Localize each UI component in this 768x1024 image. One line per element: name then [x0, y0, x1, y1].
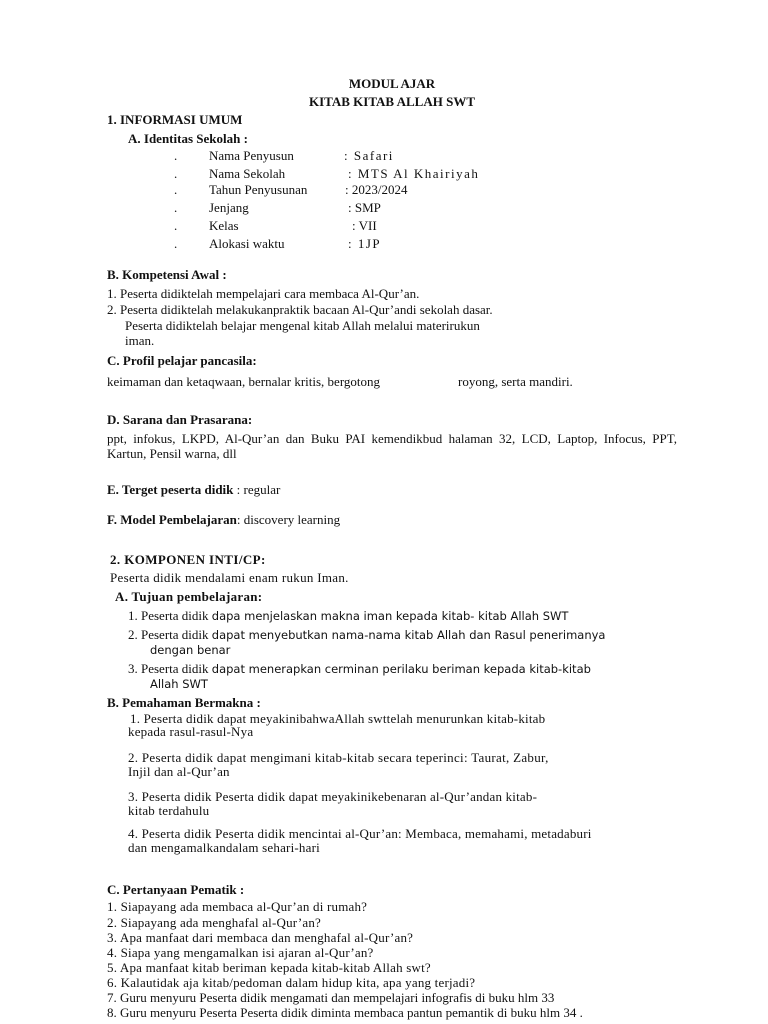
- pemahaman-item-line: kepada rasul-rasul-Nya: [128, 724, 254, 739]
- tujuan-item-continuation: Allah SWT: [150, 677, 208, 691]
- subheading-sarana-prasarana: D. Sarana dan Prasarana:: [107, 412, 253, 427]
- pemahaman-item-line: kitab terdahulu: [128, 803, 210, 818]
- tujuan-item: [128, 627, 605, 643]
- komponen-intro: Peserta didik mendalami enam rukun Iman.: [110, 570, 349, 585]
- kompetensi-item: Peserta didiktelah belajar mengenal kitab Allah melalui materirukun: [125, 318, 480, 333]
- model-pembelajaran-line: [107, 512, 340, 527]
- identity-label: Kelas: [209, 218, 239, 233]
- pertanyaan-item: 5. Apa manfaat kitab beriman kepada kitab-kitab Allah swt?: [107, 960, 431, 975]
- identity-value: : Safari: [344, 148, 394, 163]
- identity-label: Nama Penyusun: [209, 148, 294, 163]
- tujuan-item-prefix: 1. Peserta didik: [128, 608, 212, 623]
- tujuan-item-continuation: dengan benar: [150, 643, 231, 657]
- pertanyaan-item: 1. Siapayang ada membaca al-Qur’an di rumah?: [107, 899, 368, 914]
- pemahaman-item-line: 3. Peserta didik Peserta didik dapat meyakinikebenaran al-Qur’andan kitab-: [128, 789, 538, 804]
- pemahaman-item-line: 1. Peserta didik dapat meyakinibahwaAllah swttelah menurunkan kitab-kitab: [130, 711, 546, 726]
- identity-value: : 1JP: [348, 236, 382, 251]
- pertanyaan-item: 4. Siapa yang mengamalkan isi ajaran al-Qur’an?: [107, 945, 374, 960]
- pertanyaan-item: 3. Apa manfaat dari membaca dan menghafal al-Qur’an?: [107, 930, 414, 945]
- identity-bullet: .: [174, 236, 178, 251]
- profil-text-right: royong, serta mandiri.: [458, 374, 573, 389]
- target-peserta-value: : regular: [233, 482, 281, 497]
- pemahaman-item-line: Injil dan al-Qur’an: [128, 764, 230, 779]
- identity-label: Jenjang: [209, 200, 249, 215]
- model-pembelajaran-value: : discovery learning: [236, 512, 341, 527]
- pemahaman-item-line: 4. Peserta didik Peserta didik mencintai al-Qur’an: Membaca, memahami, metadaburi: [128, 826, 592, 841]
- identity-label: Tahun Penyusunan: [209, 182, 308, 197]
- document-title: MODUL AJAR: [348, 76, 436, 91]
- pemahaman-item-line: dan mengamalkandalam sehari-hari: [128, 840, 320, 855]
- pertanyaan-item: 8. Guru menyuru Peserta Peserta didik diminta membaca pantun pemantik di buku hlm 34 .: [107, 1005, 583, 1020]
- identity-bullet: .: [174, 218, 178, 233]
- subheading-pemahaman-bermakna: B. Pemahaman Bermakna :: [107, 695, 261, 710]
- subheading-identitas-sekolah: A. Identitas Sekolah :: [128, 131, 248, 146]
- sarana-text: ppt, infokus, LKPD, Al-Qur’an dan Buku PAI kemendikbud halaman 32, LCD, Laptop, Infocus, PPT, Kartun, Pensil warna, dll: [107, 431, 677, 461]
- tujuan-item: [128, 608, 568, 624]
- subheading-tujuan-pembelajaran: A. Tujuan pembelajaran:: [115, 589, 263, 604]
- identity-bullet: .: [174, 182, 178, 197]
- document-subtitle: KITAB KITAB ALLAH SWT: [308, 94, 476, 109]
- pertanyaan-item: 7. Guru menyuru Peserta didik mengamati dan mempelajari infografis di buku hlm 33: [107, 990, 555, 1005]
- identity-value: : MTS Al Khairiyah: [348, 166, 480, 181]
- tujuan-item-prefix: 2. Peserta didik: [128, 627, 212, 642]
- tujuan-item-text: dapat menerapkan cerminan perilaku beriman kepada kitab-kitab: [211, 662, 591, 676]
- profil-text-left: keimaman dan ketaqwaan, bernalar kritis, bergotong: [107, 374, 381, 389]
- identity-bullet: .: [174, 148, 178, 163]
- identity-value: : 2023/2024: [345, 182, 408, 197]
- section-heading-informasi-umum: 1. INFORMASI UMUM: [107, 112, 243, 127]
- kompetensi-item: 2. Peserta didiktelah melakukanpraktik bacaan Al-Qur’andi sekolah dasar.: [107, 302, 493, 317]
- identity-bullet: .: [174, 166, 178, 181]
- target-peserta-line: [107, 482, 280, 497]
- tujuan-item-prefix: 3. Peserta didik: [128, 661, 212, 676]
- identity-label: Alokasi waktu: [209, 236, 285, 251]
- target-peserta-label: E. Terget peserta didik: [107, 482, 234, 497]
- pertanyaan-item: 6. Kalautidak aja kitab/pedoman dalam hidup kita, apa yang terjadi?: [107, 975, 476, 990]
- subheading-kompetensi-awal: B. Kompetensi Awal :: [107, 267, 227, 282]
- identity-value: : VII: [352, 218, 377, 233]
- subheading-profil-pelajar: C. Profil pelajar pancasila:: [107, 353, 257, 368]
- tujuan-item: [128, 661, 591, 677]
- kompetensi-item: iman.: [125, 333, 155, 348]
- identity-label: Nama Sekolah: [209, 166, 286, 181]
- identity-value: : SMP: [348, 200, 381, 215]
- tujuan-item-text: dapat menyebutkan nama-nama kitab Allah dan Rasul penerimanya: [211, 628, 606, 642]
- kompetensi-item: 1. Peserta didiktelah mempelajari cara membaca Al-Qur’an.: [107, 286, 420, 301]
- section-heading-komponen-inti: 2. KOMPONEN INTI/CP:: [110, 552, 266, 567]
- model-pembelajaran-label: F. Model Pembelajaran: [107, 512, 237, 527]
- identity-bullet: .: [174, 200, 178, 215]
- pertanyaan-item: 2. Siapayang ada menghafal al-Qur’an?: [107, 915, 321, 930]
- pemahaman-item-line: 2. Peserta didik dapat mengimani kitab-kitab secara teperinci: Taurat, Zabur,: [128, 750, 549, 765]
- subheading-pertanyaan-pematik: C. Pertanyaan Pematik :: [107, 882, 245, 897]
- tujuan-item-text: dapa menjelaskan makna iman kepada kitab- kitab Allah SWT: [211, 609, 569, 623]
